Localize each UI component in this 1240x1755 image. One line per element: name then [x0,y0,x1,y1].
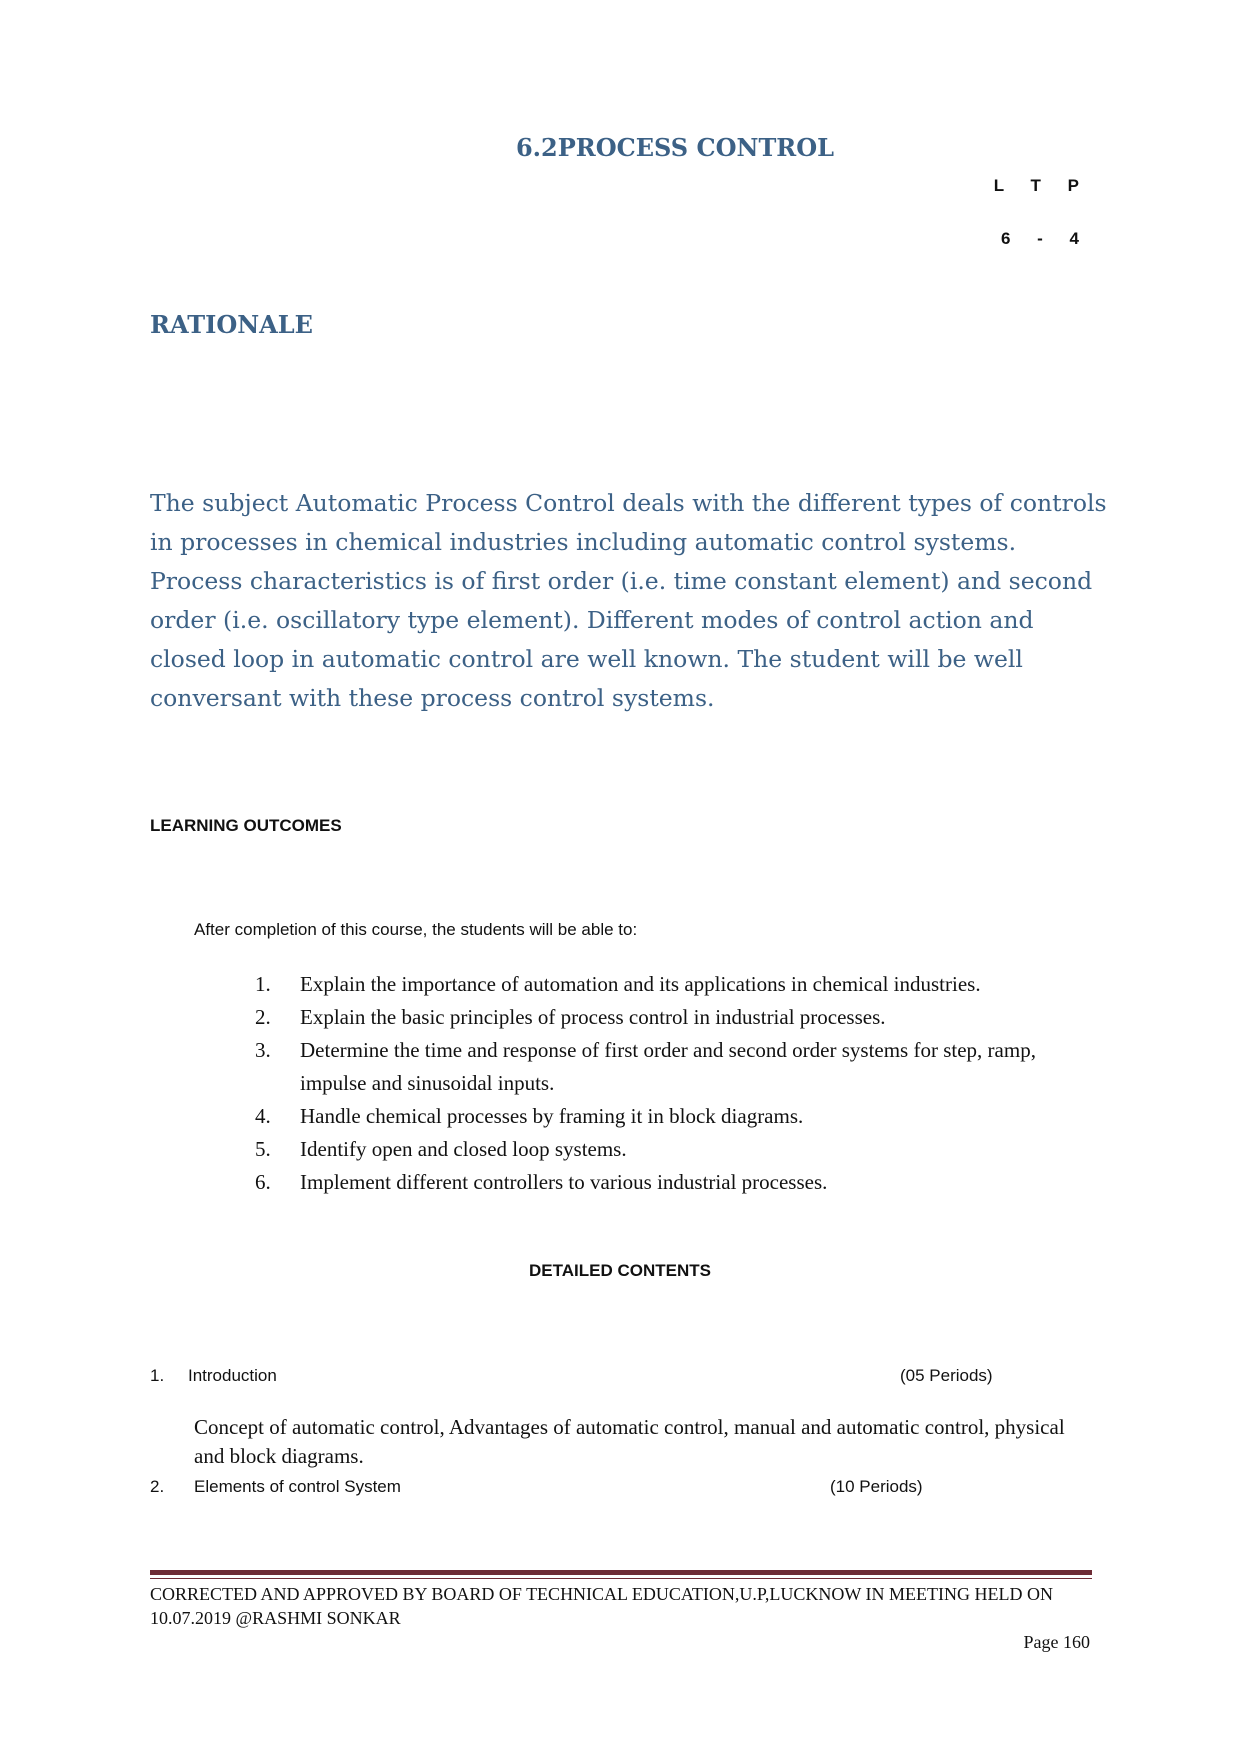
footer-approval-note: CORRECTED AND APPROVED BY BOARD OF TECHNICAL EDUCATION,U.P,LUCKNOW IN MEETING HELD ON 10.07.2019 @RASHMI SONKAR [150,1584,1054,1628]
ltp-values: 6 - 4 [1000,229,1090,248]
page-title: 6.2PROCESS CONTROL [515,133,835,162]
list-item [255,1034,1085,1100]
list-item-number: 4. [255,1104,271,1128]
list-item-number: 6. [255,1170,271,1194]
unit-description: Concept of automatic control, Advantages of automatic control, manual and automatic control, physical and block diagrams. [194,1415,1065,1468]
page-number: Page 160 [1023,1632,1090,1652]
list-item-text: Explain the basic principles of process control in industrial processes. [300,1005,886,1029]
learning-outcomes-list [255,968,1085,1199]
list-item [255,1001,1085,1034]
list-item [255,1133,1085,1166]
list-item-text: Identify open and closed loop systems. [300,1137,627,1161]
list-item [255,1100,1085,1133]
unit-periods: (05 Periods) [900,1366,993,1385]
detailed-contents-heading: DETAILED CONTENTS [529,1261,711,1280]
learning-outcomes-intro: After completion of this course, the students will be able to: [194,920,638,939]
rationale-heading: RATIONALE [150,310,313,339]
rationale-paragraph: The subject Automatic Process Control deals with the different types of controls in processes in chemical industries including automatic control systems. Process characteristics is of first order (i.e. time constant element) and second order (i.e. oscillatory type element). Different modes of control action and closed loop in automatic control are well known. The student will be well conversant with these process control systems. [150,489,1107,712]
list-item-number: 2. [255,1005,271,1029]
unit-title: Introduction [188,1366,277,1385]
list-item-text: Determine the time and response of first order and second order systems for step, ramp, impulse and sinusoidal inputs. [300,1038,1036,1095]
list-item-number: 3. [255,1038,271,1062]
list-item [255,968,1085,1001]
list-item-text: Explain the importance of automation and its applications in chemical industries. [300,972,981,996]
unit-number: 1. [150,1366,165,1385]
list-item-number: 1. [255,972,271,996]
unit-number: 2. [150,1477,165,1496]
ltp-letters: L T P [993,176,1090,195]
learning-outcomes-heading: LEARNING OUTCOMES [150,816,342,835]
list-item [255,1166,1085,1199]
list-item-text: Implement different controllers to various industrial processes. [300,1170,828,1194]
unit-title: Elements of control System [194,1477,401,1496]
unit-periods: (10 Periods) [830,1477,923,1496]
list-item-text: Handle chemical processes by framing it in block diagrams. [300,1104,804,1128]
footer-divider-thin [150,1578,1092,1579]
footer-divider [150,1570,1092,1575]
list-item-number: 5. [255,1137,271,1161]
